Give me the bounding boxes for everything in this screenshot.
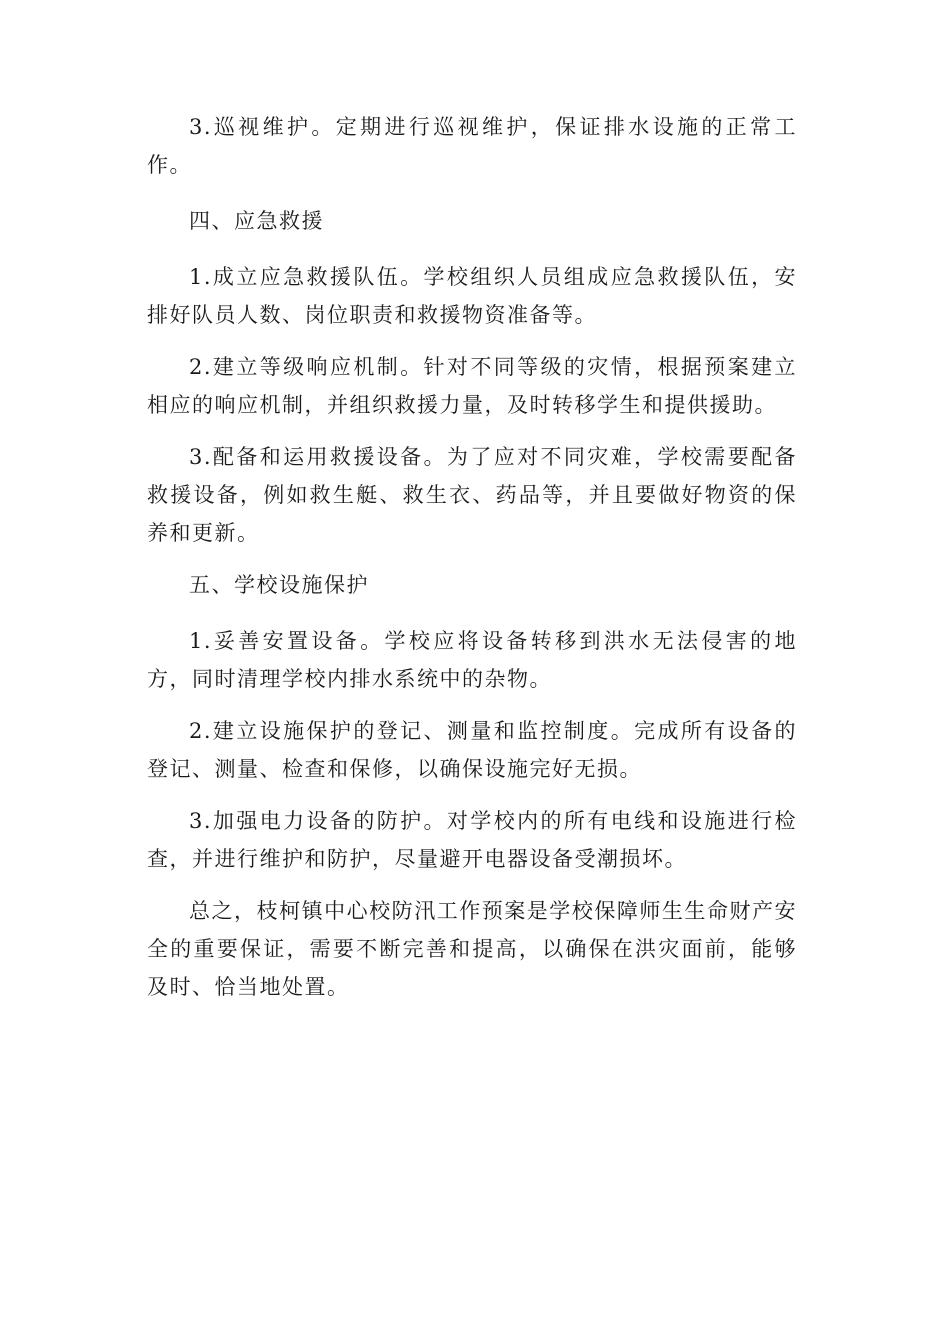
paragraph-conclusion: 总之，枝柯镇中心校防汛工作预案是学校保障师生生命财产安全的重要保证，需要不断完善和提高，以确保在洪灾面前，能够及时、恰当地处置。 xyxy=(147,899,797,999)
paragraph-power-protection: 3.加强电力设备的防护。对学校内的所有电线和设施进行检查，并进行维护和防护，尽量避开电器设备受潮损坏。 xyxy=(147,809,797,871)
section-heading-facility-protection: 五、学校设施保护 xyxy=(189,573,369,597)
paragraph-drainage-patrol: 3.巡视维护。定期进行巡视维护，保证排水设施的正常工作。 xyxy=(147,115,797,177)
paragraph-response-mechanism: 2.建立等级响应机制。针对不同等级的灾情，根据预案建立相应的响应机制，并组织救援力量，及时转移学生和提供援助。 xyxy=(147,355,797,417)
paragraph-equipment-placement: 1.妥善安置设备。学校应将设备转移到洪水无法侵害的地方，同时清理学校内排水系统中的杂物。 xyxy=(147,629,797,691)
paragraph-facility-registration: 2.建立设施保护的登记、测量和监控制度。完成所有设备的登记、测量、检查和保修，以确保设施完好无损。 xyxy=(147,719,797,781)
document-body xyxy=(147,108,797,1020)
section-heading-emergency-rescue: 四、应急救援 xyxy=(189,209,324,233)
paragraph-rescue-equipment: 3.配备和运用救援设备。为了应对不同灾难，学校需要配备救援设备，例如救生艇、救生衣、药品等，并且要做好物资的保养和更新。 xyxy=(147,445,797,545)
paragraph-rescue-team: 1.成立应急救援队伍。学校组织人员组成应急救援队伍，安排好队员人数、岗位职责和救援物资准备等。 xyxy=(147,265,797,327)
